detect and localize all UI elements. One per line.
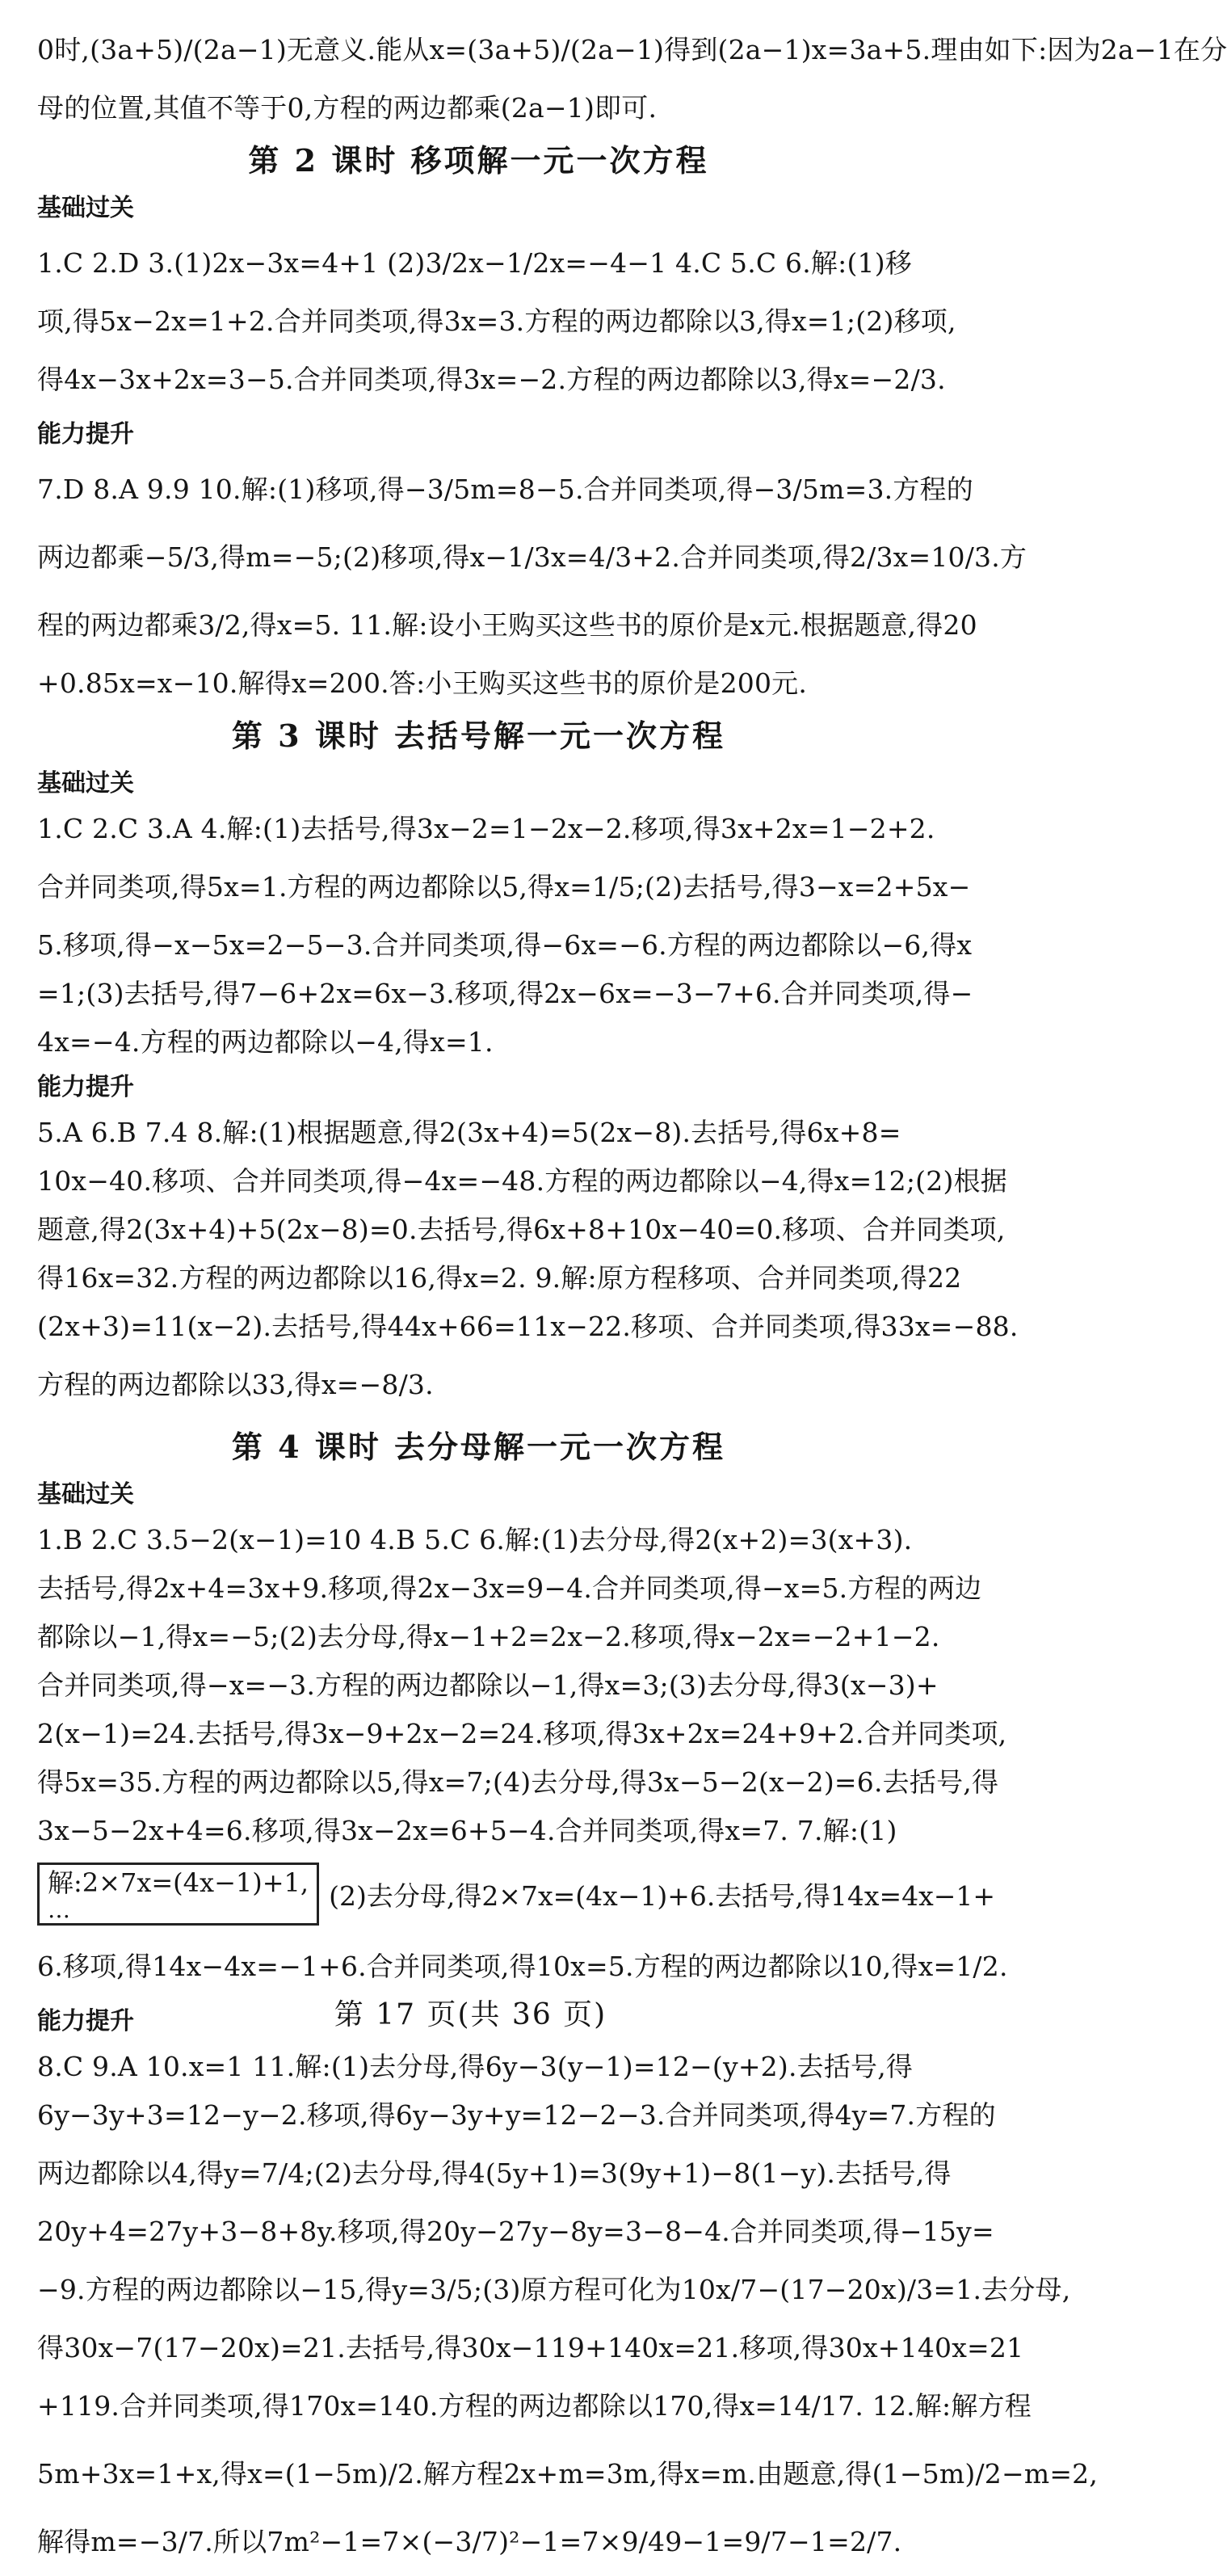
- answer-line: 1.B 2.C 3.5−2(x−1)=10 4.B 5.C 6.解:(1)去分母,得2(x+2)=3(x+3).: [37, 1524, 913, 1555]
- intro-line-2: 母的位置,其值不等于0,方程的两边都乘(2a−1)即可.: [37, 92, 658, 124]
- answer-line: +0.85x=x−10.解得x=200.答:小王购买这些书的原价是200元.: [37, 667, 808, 699]
- answer-line: 5.移项,得−x−5x=2−5−3.合并同类项,得−6x=−6.方程的两边都除以−6,得x: [37, 929, 973, 961]
- answer-line: 20y+4=27y+3−8+8y.移项,得20y−27y−8y=3−8−4.合并同类项,得−15y=: [37, 2216, 994, 2247]
- answer-line: 方程的两边都除以33,得x=−8/3.: [37, 1369, 434, 1400]
- answer-line: (2)去分母,得2×7x=(4x−1)+6.去括号,得14x=4x−1+: [329, 1879, 995, 1912]
- answer-line: 都除以−1,得x=−5;(2)去分母,得x−1+2=2x−2.移项,得x−2x=−2+1−2.: [37, 1621, 940, 1652]
- section-title: 第 2 课时 移项解一元一次方程: [248, 142, 709, 179]
- answer-line: 6.移项,得14x−4x=−1+6.合并同类项,得10x=5.方程的两边都除以10,得x=1/2.: [37, 1951, 1008, 1982]
- answer-line: 1.C 2.D 3.(1)2x−3x=4+1 (2)3/2x−1/2x=−4−1 4.C 5.C 6.解:(1)移: [37, 247, 912, 279]
- answer-line: 5.A 6.B 7.4 8.解:(1)根据题意,得2(3x+4)=5(2x−8).去括号,得6x+8=: [37, 1117, 901, 1148]
- answer-line: 10x−40.移项、合并同类项,得−4x=−48.方程的两边都除以−4,得x=12;(2)根据: [37, 1165, 1007, 1197]
- intro-line-1: 0时,(3a+5)/(2a−1)无意义.能从x=(3a+5)/(2a−1)得到(2a−1)x=3a+5.理由如下:因为2a−1在分: [37, 34, 1227, 65]
- answer-line: 得4x−3x+2x=3−5.合并同类项,得3x=−2.方程的两边都除以3,得x=−2/3.: [37, 364, 946, 395]
- answer-line: 题意,得2(3x+4)+5(2x−8)=0.去括号,得6x+8+10x−40=0.移项、合并同类项,: [37, 1214, 1006, 1245]
- section-heading: 能力提升: [37, 420, 134, 448]
- answer-line: 4x=−4.方程的两边都除以−4,得x=1.: [37, 1026, 494, 1058]
- answer-line: 两边都除以4,得y=7/4;(2)去分母,得4(5y+1)=3(9y+1)−8(1−y).去括号,得: [37, 2157, 952, 2189]
- answer-line: 得16x=32.方程的两边都除以16,得x=2. 9.解:原方程移项、合并同类项,得22: [37, 1262, 962, 1294]
- boxed-answer-ellipsis: …: [48, 1896, 70, 1923]
- answer-line: 得5x=35.方程的两边都除以5,得x=7;(4)去分母,得3x−5−2(x−2)=6.去括号,得: [37, 1766, 999, 1798]
- answer-line: 项,得5x−2x=1+2.合并同类项,得3x=3.方程的两边都除以3,得x=1;(2)移项,: [37, 305, 956, 337]
- answer-line: 程的两边都乘3/2,得x=5. 11.解:设小王购买这些书的原价是x元.根据题意,得20: [37, 609, 977, 641]
- answer-line: 7.D 8.A 9.9 10.解:(1)移项,得−3/5m=8−5.合并同类项,得−3/5m=3.方程的: [37, 474, 973, 505]
- answer-line: 1.C 2.C 3.A 4.解:(1)去括号,得3x−2=1−2x−2.移项,得3x+2x=1−2+2.: [37, 813, 935, 844]
- page-number: 第 17 页(共 36 页): [334, 1998, 607, 2031]
- section-heading: 基础过关: [37, 769, 134, 798]
- answer-line: =1;(3)去括号,得7−6+2x=6x−3.移项,得2x−6x=−3−7+6.合并同类项,得−: [37, 978, 973, 1009]
- section-heading: 基础过关: [37, 194, 134, 222]
- section-title: 第 3 课时 去括号解一元一次方程: [231, 718, 726, 754]
- answer-line: +119.合并同类项,得170x=140.方程的两边都除以170,得x=14/17. 12.解:解方程: [37, 2390, 1032, 2422]
- answer-line: 两边都乘−5/3,得m=−5;(2)移项,得x−1/3x=4/3+2.合并同类项,得2/3x=10/3.方: [37, 541, 1027, 573]
- answer-line: 5m+3x=1+x,得x=(1−5m)/2.解方程2x+m=3m,得x=m.由题意,得(1−5m)/2−m=2,: [37, 2458, 1099, 2490]
- answer-line: 6y−3y+3=12−y−2.移项,得6y−3y+y=12−2−3.合并同类项,得4y=7.方程的: [37, 2099, 996, 2131]
- answer-line: −9.方程的两边都除以−15,得y=3/5;(3)原方程可化为10x/7−(17−20x)/3=1.去分母,: [37, 2274, 1071, 2305]
- answer-line: 2(x−1)=24.去括号,得3x−9+2x−2=24.移项,得3x+2x=24+9+2.合并同类项,: [37, 1718, 1007, 1749]
- answer-line: 3x−5−2x+4=6.移项,得3x−2x=6+5−4.合并同类项,得x=7. 7.解:(1): [37, 1815, 897, 1846]
- section-heading: 能力提升: [37, 2007, 134, 2035]
- section-heading: 基础过关: [37, 1480, 134, 1509]
- boxed-answer-row: [37, 1855, 995, 1933]
- answer-line: (2x+3)=11(x−2).去括号,得44x+66=11x−22.移项、合并同类项,得33x=−88.: [37, 1311, 1019, 1342]
- answer-line: 解得m=−3/7.所以7m²−1=7×(−3/7)²−1=7×9/49−1=9/7−1=2/7.: [37, 2526, 902, 2557]
- answer-line: 合并同类项,得5x=1.方程的两边都除以5,得x=1/5;(2)去括号,得3−x=2+5x−: [37, 871, 971, 903]
- answer-line: 合并同类项,得−x=−3.方程的两边都除以−1,得x=3;(3)去分母,得3(x−3)+: [37, 1669, 939, 1701]
- section-heading: 能力提升: [37, 1073, 134, 1101]
- boxed-answer-text: 解:2×7x=(4x−1)+1,: [48, 1867, 309, 1898]
- boxed-answer: [37, 1863, 319, 1926]
- answer-line: 8.C 9.A 10.x=1 11.解:(1)去分母,得6y−3(y−1)=12−(y+2).去括号,得: [37, 2051, 914, 2082]
- answer-line: 得30x−7(17−20x)=21.去括号,得30x−119+140x=21.移项,得30x+140x=21: [37, 2332, 1024, 2363]
- section-title: 第 4 课时 去分母解一元一次方程: [231, 1429, 726, 1465]
- answer-line: 去括号,得2x+4=3x+9.移项,得2x−3x=9−4.合并同类项,得−x=5.方程的两边: [37, 1572, 982, 1604]
